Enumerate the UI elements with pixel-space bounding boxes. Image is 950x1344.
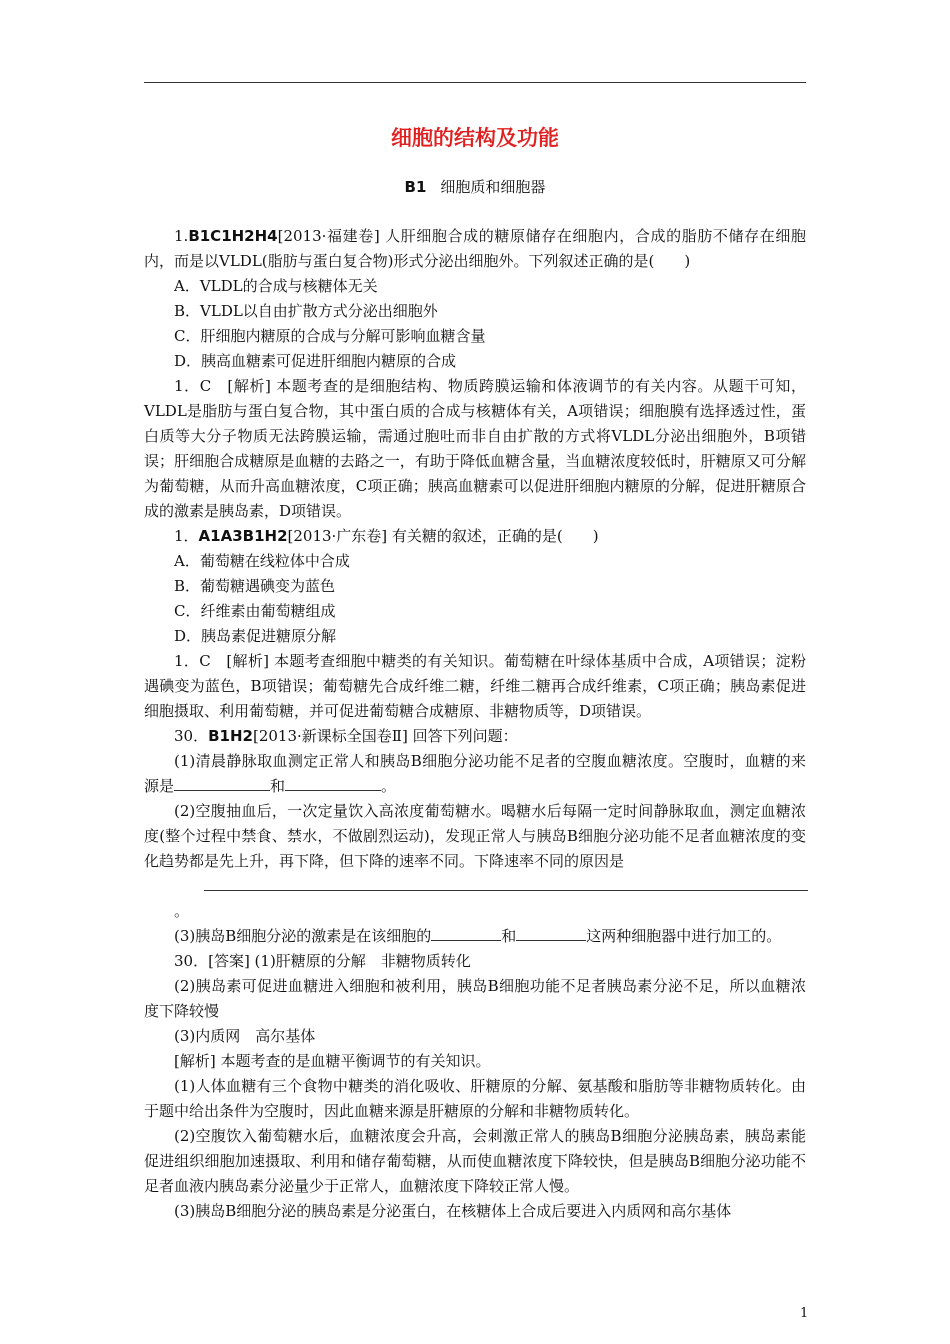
question-3-answer-3: (3)内质网 高尔基体 bbox=[174, 1027, 316, 1045]
answer-blank bbox=[285, 774, 381, 791]
question-3-stem: 30．B1H2[2013·新课标全国卷Ⅱ] 回答下列问题： bbox=[174, 727, 518, 745]
question-3-part-1: (1)清晨静脉取血测定正常人和胰岛B细胞分泌功能不足者的空腹血糖浓度。空腹时，血糖的来源是 和 。 bbox=[144, 752, 806, 795]
question-3-answer-1: 30．[答案] (1)肝糖原的分解 非糖物质转化 bbox=[174, 952, 471, 970]
question-1-option-b: B．VLDL以自由扩散方式分泌出细胞外 bbox=[174, 302, 438, 320]
document-body bbox=[144, 224, 806, 1224]
question-3-explanation-2: (2)空腹饮入葡萄糖水后，血糖浓度会升高，会刺激正常人的胰岛B细胞分泌胰岛素，胰岛素能促进组织细胞加速摄取、利用和储存葡萄糖，从而使血糖浓度下降较快，但是胰岛B细胞分泌功能不足者血液内胰岛素分泌量少于正常人，血糖浓度下降较正常人慢。 bbox=[144, 1127, 806, 1195]
header-rule bbox=[144, 82, 806, 83]
question-2-option-d: D．胰岛素促进糖原分解 bbox=[174, 627, 337, 645]
question-2-answer: 1．C [解析] 本题考查细胞中糖类的有关知识。葡萄糖在叶绿体基质中合成，A项错误；淀粉遇碘变为蓝色，B项错误；葡萄糖先合成纤维二糖，纤维二糖再合成纤维素，C项正确；胰岛素促进细胞摄取、利用葡萄糖，并可促进葡萄糖合成糖原、非糖物质等，D项错误。 bbox=[144, 652, 806, 720]
question-3-answer-2: (2)胰岛素可促进血糖进入细胞和被利用，胰岛B细胞功能不足者胰岛素分泌不足，所以血糖浓度下降较慢 bbox=[144, 977, 806, 1020]
answer-blank bbox=[516, 924, 586, 941]
page-title: 细胞的结构及功能 bbox=[391, 126, 559, 150]
question-3-part-2: (2)空腹抽血后，一次定量饮入高浓度葡萄糖水。喝糖水后每隔一定时间静脉取血，测定血糖浓度(整个过程中禁食、禁水，不做剧烈运动)，发现正常人与胰岛B细胞分泌功能不足者血糖浓度的变化趋势都是先上升，再下降，但下降的速率不同。下降速率不同的原因是 。 bbox=[144, 802, 806, 920]
question-1-stem: 1.B1C1H2H4[2013·福建卷] 人肝细胞合成的糖原储存在细胞内，合成的脂肪不储存在细胞内，而是以VLDL(脂肪与蛋白复合物)形式分泌出细胞外。下列叙述正确的是( ) bbox=[144, 227, 806, 270]
question-1-option-a: A．VLDL的合成与核糖体无关 bbox=[174, 277, 378, 295]
question-1-answer: 1．C [解析] 本题考查的是细胞结构、物质跨膜运输和体液调节的有关内容。从题干可知，VLDL是脂肪与蛋白复合物，其中蛋白质的合成与核糖体有关，A项错误；细胞膜有选择透过性，蛋白质等大分子物质无法跨膜运输，需通过胞吐而非自由扩散的方式将VLDL分泌出细胞外，B项错误；肝细胞合成糖原是血糖的去路之一，有助于降低血糖含量，当血糖浓度较低时，肝糖原又可分解为葡萄糖，从而升高血糖浓度，C项正确；胰高血糖素可以促进肝细胞内糖原的分解，促进肝糖原合成的激素是胰岛素，D项错误。 bbox=[144, 377, 806, 520]
answer-blank bbox=[174, 774, 270, 791]
question-3-explanation-3: (3)胰岛B细胞分泌的胰岛素是分泌蛋白，在核糖体上合成后要进入内质网和高尔基体 bbox=[174, 1202, 732, 1220]
question-1-option-c: C．肝细胞内糖原的合成与分解可影响血糖含量 bbox=[174, 327, 486, 345]
question-1-option-d: D．胰高血糖素可促进肝细胞内糖原的合成 bbox=[174, 352, 457, 370]
answer-blank bbox=[204, 874, 808, 891]
question-1-code: B1C1H2H4 bbox=[188, 227, 278, 245]
question-3-explanation-1: (1)人体血糖有三个食物中糖类的消化吸收、肝糖原的分解、氨基酸和脂肪等非糖物质转化。由于题中给出条件为空腹时，因此血糖来源是肝糖原的分解和非糖物质转化。 bbox=[144, 1077, 806, 1120]
question-2-option-b: B．葡萄糖遇碘变为蓝色 bbox=[174, 577, 336, 595]
answer-blank bbox=[431, 924, 501, 941]
question-3-code: B1H2 bbox=[208, 727, 253, 745]
question-2-option-a: A．葡萄糖在线粒体中合成 bbox=[174, 552, 350, 570]
page-number: 1 bbox=[800, 1306, 809, 1321]
question-2-code: A1A3B1H2 bbox=[198, 527, 288, 545]
question-3-explanation-head: [解析] 本题考查的是血糖平衡调节的有关知识。 bbox=[174, 1052, 491, 1070]
question-2-stem: 1．A1A3B1H2[2013·广东卷] 有关糖的叙述，正确的是( ) bbox=[174, 527, 599, 545]
section-code: B1 bbox=[404, 178, 427, 196]
section-title: 细胞质和细胞器 bbox=[440, 178, 546, 196]
question-3-part-3: (3)胰岛B细胞分泌的激素是在该细胞的 和 这两种细胞器中进行加工的。 bbox=[144, 924, 806, 949]
section-heading bbox=[144, 176, 806, 197]
question-2-option-c: C．纤维素由葡萄糖组成 bbox=[174, 602, 336, 620]
